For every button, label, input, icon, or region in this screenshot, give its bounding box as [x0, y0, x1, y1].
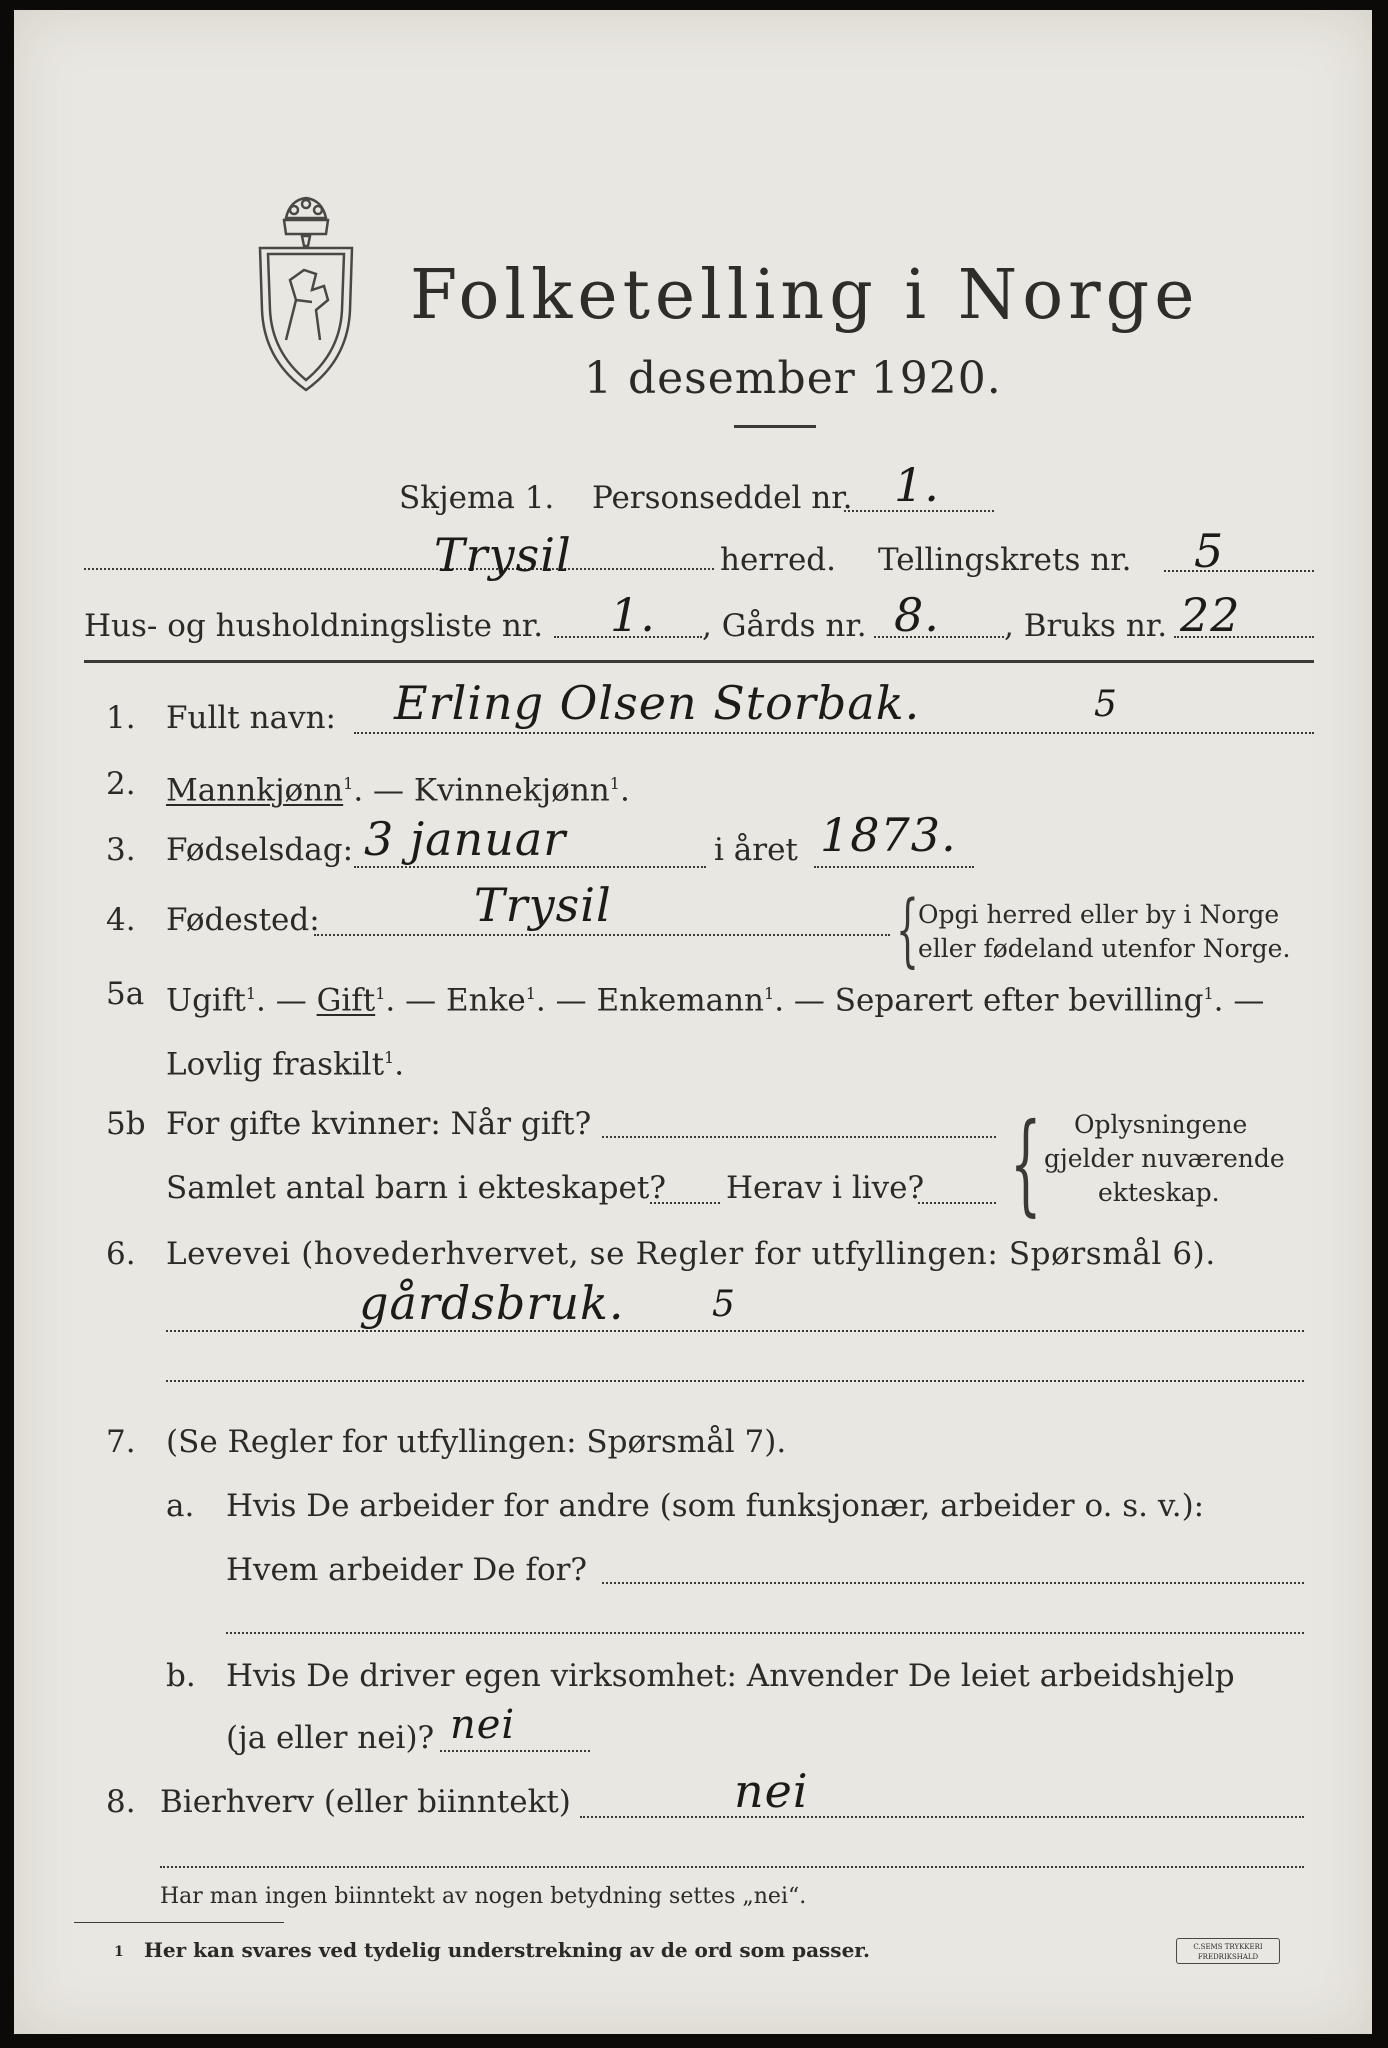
q2-number: 2.: [106, 766, 136, 802]
q2-male[interactable]: Mannkjønn: [166, 772, 344, 809]
footnote-number: 1: [114, 1944, 124, 1960]
q4-note-brace: {: [896, 883, 919, 976]
tellingskrets-label: Tellingskrets nr.: [878, 542, 1132, 578]
footnote-rule: [74, 1922, 284, 1923]
q5a-dash5: . —: [1213, 982, 1265, 1019]
q8-value: nei: [734, 1764, 809, 1818]
q4-label: Fødested:: [166, 902, 320, 938]
q3-year-value: 1873.: [820, 808, 957, 862]
q3-year-label: i året: [714, 832, 798, 868]
q2-sep: . —: [353, 772, 414, 809]
q7b-value: nei: [450, 1702, 516, 1748]
q7b-line1: Hvis De driver egen virksomhet: Anvender De leiet arbeidshjelp: [226, 1658, 1235, 1694]
gards-label: , Gårds nr.: [702, 608, 867, 644]
q5b-note-line3: ekteskap.: [1098, 1178, 1220, 1207]
q3-label: Fødselsdag:: [166, 832, 354, 868]
tellingskrets-field[interactable]: [1164, 570, 1314, 572]
herred-label: herred.: [720, 542, 836, 578]
q7-number: 7.: [106, 1424, 136, 1460]
q5b-note-line1: Oplysningene: [1074, 1110, 1248, 1139]
q5a-sup-ugift: 1: [245, 984, 257, 1003]
q5b-alive-field[interactable]: [918, 1202, 996, 1204]
q5b-note-line2: gjelder nuværende: [1044, 1144, 1285, 1173]
q6-field-2[interactable]: [166, 1380, 1304, 1382]
bruks-value: 22: [1180, 588, 1241, 642]
q3-value: 3 januar: [364, 812, 567, 866]
q5a-sup-fraskilt: 1: [384, 1048, 395, 1067]
q7b-letter: b.: [166, 1658, 196, 1694]
q8-field-2[interactable]: [160, 1866, 1304, 1868]
q2-sup2: 1: [609, 774, 620, 793]
form-title: Folketelling i Norge: [410, 256, 1200, 335]
q5a-fraskilt[interactable]: Lovlig fraskilt: [166, 1046, 385, 1083]
q1-value: Erling Olsen Storbak.: [394, 676, 921, 730]
q5a-line2: Lovlig fraskilt$^1$.: [166, 1046, 405, 1083]
q5b-children-field[interactable]: [650, 1202, 720, 1204]
q5b-label3: Herav i live?: [726, 1170, 925, 1206]
gards-value: 8.: [894, 588, 940, 642]
q4-note-line1: Opgi herred eller by i Norge: [918, 900, 1280, 929]
q2-options: [166, 766, 630, 808]
census-date: 1 desember 1920.: [584, 353, 1002, 404]
q5b-number: 5b: [106, 1106, 146, 1142]
q5a-ugift[interactable]: Ugift: [166, 982, 246, 1019]
q5a-sup-enke: 1: [525, 984, 536, 1003]
q5a-dash2: . —: [385, 982, 437, 1019]
q5b-when-field[interactable]: [602, 1136, 996, 1138]
hus-label: Hus- og husholdningsliste nr.: [84, 608, 544, 644]
q4-note-line2: eller fødeland utenfor Norge.: [918, 934, 1291, 963]
q7a-field-2[interactable]: [226, 1632, 1304, 1634]
q1-number: 1.: [106, 700, 136, 736]
hus-value: 1.: [610, 588, 656, 642]
q5a-dash1: . —: [256, 982, 307, 1019]
q2-female[interactable]: Kvinnekjønn: [413, 772, 610, 809]
q6-mark: 5: [712, 1284, 736, 1325]
footnote-text: Her kan svares ved tydelig understrekning av de ord som passer.: [144, 1938, 870, 1962]
q2-end: .: [619, 772, 630, 809]
census-form-sheet: [14, 10, 1372, 2034]
footer-note: Har man ingen biinntekt av nogen betydning settes „nei“.: [160, 1884, 807, 1909]
q7a-letter: a.: [166, 1488, 195, 1524]
q2-sup1: 1: [343, 774, 354, 793]
printer-stamp: [1176, 1938, 1280, 1964]
q5b-note-brace: {: [1010, 1099, 1042, 1227]
q5a-dash3: . —: [535, 982, 587, 1019]
q7a-line2: Hvem arbeider De for?: [226, 1552, 588, 1588]
q4-field[interactable]: [314, 934, 890, 936]
q8-number: 8.: [106, 1784, 136, 1820]
printer-stamp-text: C.SEMS TRYKKERI FREDRIKSHALD: [1193, 1943, 1263, 1961]
q5a-number: 5a: [106, 976, 145, 1012]
q7-label: (Se Regler for utfyllingen: Spørsmål 7).: [166, 1424, 787, 1460]
tellingskrets-value: 5: [1194, 524, 1225, 578]
q5a-gift[interactable]: Gift: [316, 982, 376, 1019]
q7b-line2: (ja eller nei)?: [226, 1720, 435, 1756]
q5a-sup-gift: 1: [375, 984, 386, 1003]
q4-value: Trysil: [474, 878, 612, 932]
q5a-dash4: . —: [774, 982, 825, 1019]
q3-field[interactable]: [354, 866, 706, 868]
q5a-separert[interactable]: Separert efter bevilling: [834, 982, 1204, 1019]
herred-field[interactable]: [84, 568, 714, 570]
q1-mark: 5: [1094, 684, 1118, 725]
q5b-label2: Samlet antal barn i ekteskapet?: [166, 1170, 666, 1206]
coat-of-arms-icon: [246, 190, 366, 400]
q7a-line1: Hvis De arbeider for andre (som funksjonær, arbeider o. s. v.):: [226, 1488, 1205, 1524]
q6-value: gårdsbruk.: [359, 1276, 625, 1330]
q3-year-field[interactable]: [814, 866, 974, 868]
q7b-field[interactable]: [440, 1750, 590, 1752]
q7a-field[interactable]: [602, 1582, 1304, 1584]
q4-number: 4.: [106, 902, 136, 938]
q5a-enkemann[interactable]: Enkemann: [596, 982, 765, 1019]
q5a-enke[interactable]: Enke: [445, 982, 526, 1019]
q3-number: 3.: [106, 832, 136, 868]
personseddel-label: Personseddel nr.: [592, 480, 853, 516]
skjema-label: Skjema 1.: [399, 480, 555, 516]
q5a-options: [166, 976, 1264, 1018]
q8-label: Bierhverv (eller biinntekt): [160, 1784, 571, 1820]
title-rule: [734, 425, 816, 428]
q5a-sup-enkemann: 1: [764, 984, 775, 1003]
herred-value: Trysil: [434, 528, 572, 582]
q6-number: 6.: [106, 1236, 136, 1272]
header-divider: [84, 660, 1314, 663]
q8-field[interactable]: [580, 1816, 1304, 1818]
bruks-label: , Bruks nr.: [1004, 608, 1168, 644]
q5b-label1: For gifte kvinner: Når gift?: [166, 1106, 592, 1142]
q1-label: Fullt navn:: [166, 700, 336, 736]
q5a-sup-separert: 1: [1203, 984, 1214, 1003]
q1-field[interactable]: [354, 732, 1314, 734]
q6-label: Levevei (hovederhvervet, se Regler for utfyllingen: Spørsmål 6).: [166, 1236, 1216, 1272]
q6-field[interactable]: [166, 1330, 1304, 1332]
personseddel-value: 1.: [894, 458, 940, 512]
